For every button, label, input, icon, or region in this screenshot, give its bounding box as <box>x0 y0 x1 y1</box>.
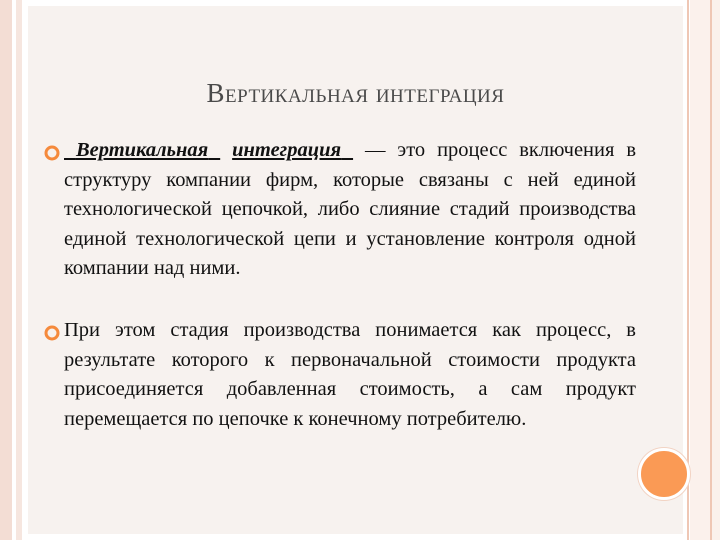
left-border-inner <box>16 0 22 540</box>
circle-bullet-icon <box>43 323 63 343</box>
right-border-line <box>687 0 689 540</box>
term-part-2: интеграция <box>232 139 342 161</box>
right-border-strip <box>690 0 720 540</box>
orange-circle-decoration <box>638 448 690 500</box>
left-border-outer <box>0 0 12 540</box>
right-border-line-outer <box>710 0 712 540</box>
bullet-paragraph-2: При этом стадия производства понимается как процесс, в результате которого к первоначальной стоимости продукта присоединяется добавленная стоимость, а сам продукт перемещается по цепочке к конечному потребителю. <box>64 319 636 430</box>
definition-text: — это процесс включения в структуру компании фирм, которые связаны с ней единой технологической цепочкой, либо слияние стадий производства единой технологической цепи и установление контроля одной компании над ними. <box>64 139 637 279</box>
circle-bullet-icon <box>43 143 63 163</box>
term-part-1: Вертикальная <box>75 139 209 161</box>
slide-title: Вертикальная интеграция <box>206 78 505 108</box>
slide <box>28 6 683 534</box>
bullet-paragraph-1 <box>64 136 636 284</box>
